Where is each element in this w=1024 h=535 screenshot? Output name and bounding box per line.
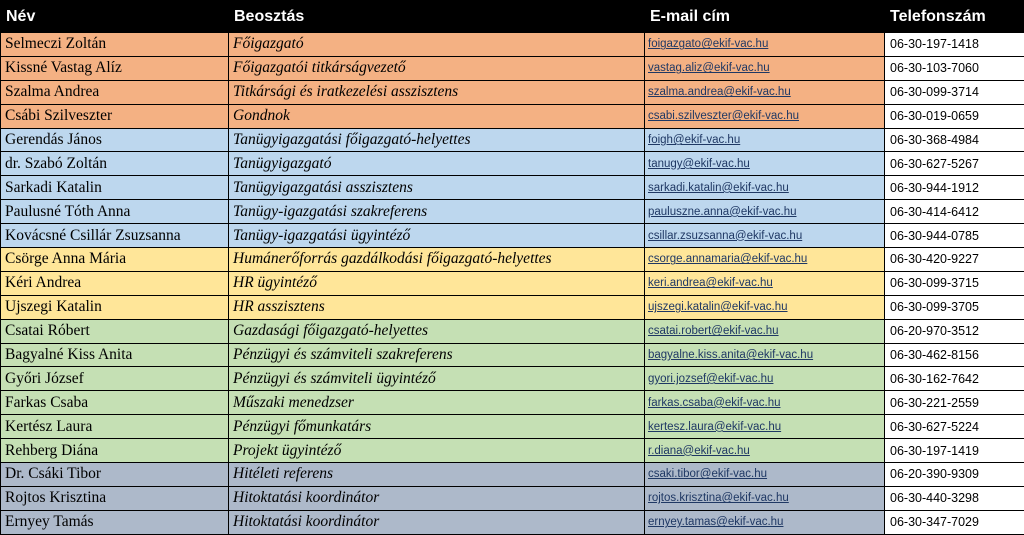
header-row <box>1 1 1024 33</box>
name-cell: dr. Szabó Zoltán <box>1 152 229 176</box>
name-cell: Paulusné Tóth Anna <box>1 200 229 224</box>
table-row <box>1 56 1024 80</box>
phone-cell: 06-30-019-0659 <box>885 104 1024 128</box>
name-cell: Győri József <box>1 367 229 391</box>
phone-cell: 06-30-347-7029 <box>885 510 1024 534</box>
position-cell: HR ügyintéző <box>229 271 645 295</box>
table-row <box>1 486 1024 510</box>
name-cell: Szalma Andrea <box>1 80 229 104</box>
position-cell: Tanügy-igazgatási ügyintéző <box>229 224 645 248</box>
name-cell: Ujszegi Katalin <box>1 295 229 319</box>
table-row <box>1 439 1024 463</box>
table-row <box>1 152 1024 176</box>
table-row <box>1 391 1024 415</box>
table-row <box>1 463 1024 487</box>
phone-cell: 06-30-197-1418 <box>885 33 1024 57</box>
table-row <box>1 176 1024 200</box>
email-link[interactable]: csorge.annamaria@ekif-vac.hu <box>645 248 885 272</box>
position-cell: Főigazgatói titkárságvezető <box>229 56 645 80</box>
table-row <box>1 248 1024 272</box>
table-row <box>1 224 1024 248</box>
phone-cell: 06-30-162-7642 <box>885 367 1024 391</box>
phone-cell: 06-30-627-5224 <box>885 415 1024 439</box>
column-header-phone: Telefonszám <box>885 1 1024 33</box>
phone-cell: 06-30-414-6412 <box>885 200 1024 224</box>
table-row <box>1 367 1024 391</box>
position-cell: Tanügy-igazgatási szakreferens <box>229 200 645 224</box>
email-link[interactable]: pauluszne.anna@ekif-vac.hu <box>645 200 885 224</box>
phone-cell: 06-30-440-3298 <box>885 486 1024 510</box>
email-link[interactable]: csillar.zsuzsanna@ekif-vac.hu <box>645 224 885 248</box>
name-cell: Sarkadi Katalin <box>1 176 229 200</box>
phone-cell: 06-30-368-4984 <box>885 128 1024 152</box>
name-cell: Csábi Szilveszter <box>1 104 229 128</box>
phone-cell: 06-20-970-3512 <box>885 319 1024 343</box>
name-cell: Kertész Laura <box>1 415 229 439</box>
position-cell: Hitoktatási koordinátor <box>229 510 645 534</box>
email-link[interactable]: tanugy@ekif-vac.hu <box>645 152 885 176</box>
email-link[interactable]: vastag.aliz@ekif-vac.hu <box>645 56 885 80</box>
email-link[interactable]: gyori.jozsef@ekif-vac.hu <box>645 367 885 391</box>
position-cell: Hitéleti referens <box>229 463 645 487</box>
table-row <box>1 104 1024 128</box>
email-link[interactable]: bagyalne.kiss.anita@ekif-vac.hu <box>645 343 885 367</box>
table-row <box>1 200 1024 224</box>
phone-cell: 06-20-390-9309 <box>885 463 1024 487</box>
email-link[interactable]: r.diana@ekif-vac.hu <box>645 439 885 463</box>
table-row <box>1 295 1024 319</box>
position-cell: Hitoktatási koordinátor <box>229 486 645 510</box>
table-row <box>1 33 1024 57</box>
table-row <box>1 80 1024 104</box>
position-cell: Tanügyigazgató <box>229 152 645 176</box>
email-link[interactable]: csaki.tibor@ekif-vac.hu <box>645 463 885 487</box>
name-cell: Rojtos Krisztina <box>1 486 229 510</box>
name-cell: Kéri Andrea <box>1 271 229 295</box>
position-cell: Tanügyigazgatási asszisztens <box>229 176 645 200</box>
name-cell: Bagyalné Kiss Anita <box>1 343 229 367</box>
phone-cell: 06-30-197-1419 <box>885 439 1024 463</box>
name-cell: Dr. Csáki Tibor <box>1 463 229 487</box>
name-cell: Gerendás János <box>1 128 229 152</box>
phone-cell: 06-30-099-3705 <box>885 295 1024 319</box>
position-cell: Gazdasági főigazgató-helyettes <box>229 319 645 343</box>
position-cell: Műszaki menedzser <box>229 391 645 415</box>
name-cell: Csörge Anna Mária <box>1 248 229 272</box>
position-cell: Humánerőforrás gazdálkodási főigazgató-helyettes <box>229 248 645 272</box>
email-link[interactable]: foigazgato@ekif-vac.hu <box>645 33 885 57</box>
email-link[interactable]: sarkadi.katalin@ekif-vac.hu <box>645 176 885 200</box>
table-row <box>1 343 1024 367</box>
name-cell: Farkas Csaba <box>1 391 229 415</box>
table-row <box>1 128 1024 152</box>
column-header-position: Beosztás <box>229 1 645 33</box>
email-link[interactable]: kertesz.laura@ekif-vac.hu <box>645 415 885 439</box>
table-row <box>1 510 1024 534</box>
position-cell: Pénzügyi és számviteli szakreferens <box>229 343 645 367</box>
email-link[interactable]: szalma.andrea@ekif-vac.hu <box>645 80 885 104</box>
email-link[interactable]: farkas.csaba@ekif-vac.hu <box>645 391 885 415</box>
name-cell: Kissné Vastag Alíz <box>1 56 229 80</box>
name-cell: Kovácsné Csillár Zsuzsanna <box>1 224 229 248</box>
name-cell: Ernyey Tamás <box>1 510 229 534</box>
name-cell: Rehberg Diána <box>1 439 229 463</box>
name-cell: Csatai Róbert <box>1 319 229 343</box>
phone-cell: 06-30-627-5267 <box>885 152 1024 176</box>
email-link[interactable]: csabi.szilveszter@ekif-vac.hu <box>645 104 885 128</box>
phone-cell: 06-30-099-3714 <box>885 80 1024 104</box>
table-row <box>1 319 1024 343</box>
column-header-email: E-mail cím <box>645 1 885 33</box>
phone-cell: 06-30-944-0785 <box>885 224 1024 248</box>
phone-cell: 06-30-221-2559 <box>885 391 1024 415</box>
position-cell: Gondnok <box>229 104 645 128</box>
table-row <box>1 415 1024 439</box>
phone-cell: 06-30-099-3715 <box>885 271 1024 295</box>
phone-cell: 06-30-944-1912 <box>885 176 1024 200</box>
phone-cell: 06-30-103-7060 <box>885 56 1024 80</box>
email-link[interactable]: csatai.robert@ekif-vac.hu <box>645 319 885 343</box>
email-link[interactable]: rojtos.krisztina@ekif-vac.hu <box>645 486 885 510</box>
column-header-name: Név <box>1 1 229 33</box>
position-cell: HR asszisztens <box>229 295 645 319</box>
position-cell: Projekt ügyintéző <box>229 439 645 463</box>
email-link[interactable]: keri.andrea@ekif-vac.hu <box>645 271 885 295</box>
position-cell: Pénzügyi és számviteli ügyintéző <box>229 367 645 391</box>
email-link[interactable]: ujszegi.katalin@ekif-vac.hu <box>645 295 885 319</box>
table-row <box>1 271 1024 295</box>
phone-cell: 06-30-462-8156 <box>885 343 1024 367</box>
position-cell: Titkársági és iratkezelési asszisztens <box>229 80 645 104</box>
position-cell: Pénzügyi főmunkatárs <box>229 415 645 439</box>
phone-cell: 06-30-420-9227 <box>885 248 1024 272</box>
email-link[interactable]: ernyey.tamas@ekif-vac.hu <box>645 510 885 534</box>
email-link[interactable]: foigh@ekif-vac.hu <box>645 128 885 152</box>
position-cell: Tanügyigazgatási főigazgató-helyettes <box>229 128 645 152</box>
position-cell: Főigazgató <box>229 33 645 57</box>
name-cell: Selmeczi Zoltán <box>1 33 229 57</box>
